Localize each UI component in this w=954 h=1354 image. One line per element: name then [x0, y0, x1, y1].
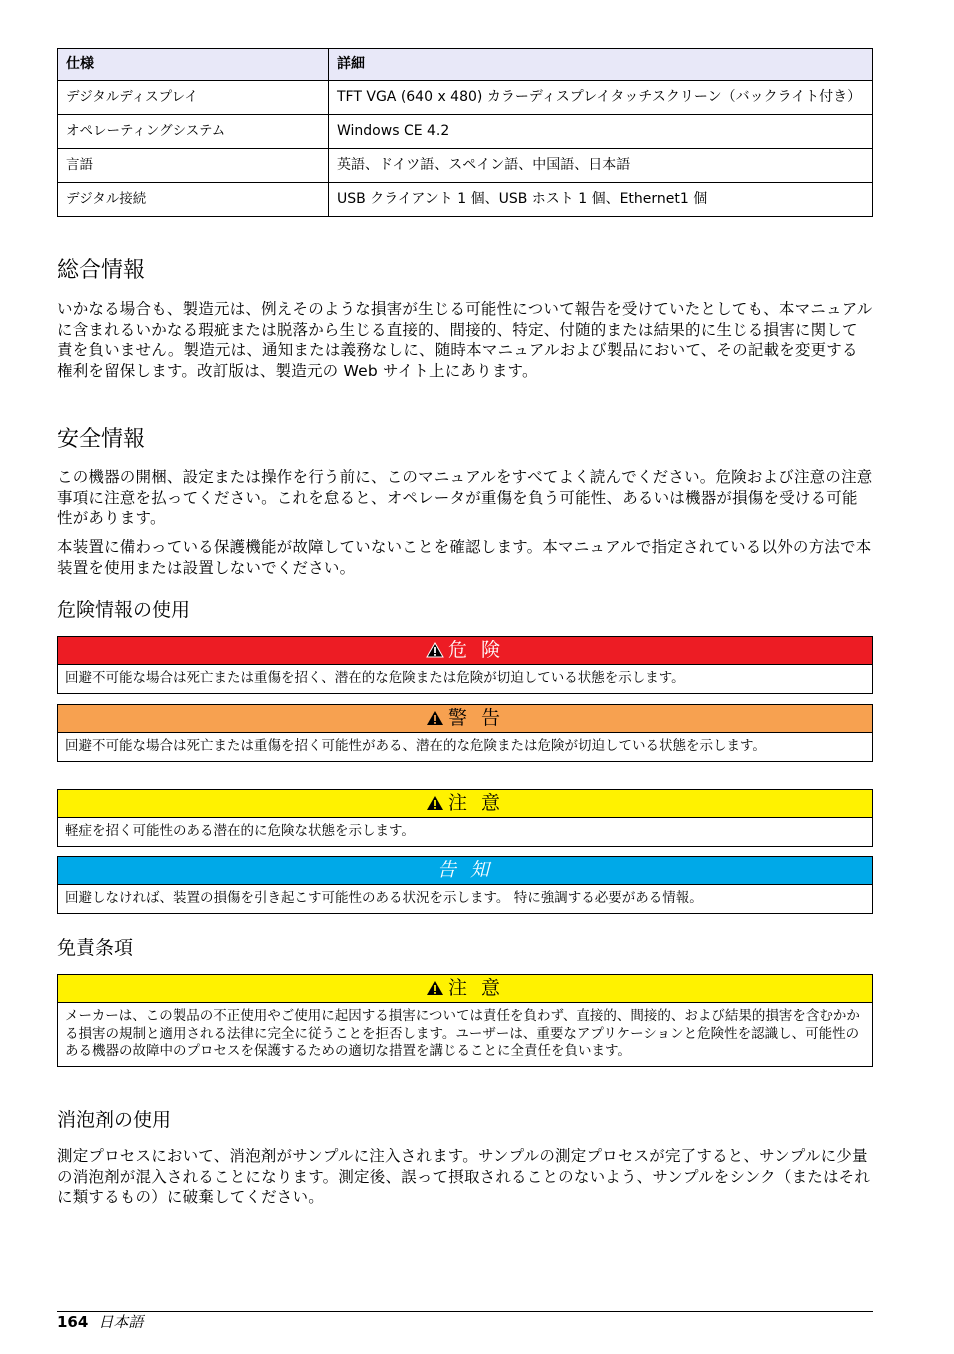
notice-header: [58, 857, 872, 885]
warning-triangle-icon: [426, 642, 444, 658]
notice-label: 告 知: [436, 859, 494, 881]
warning-box: [57, 704, 873, 762]
caution-text: 軽症を招く可能性のある潜在的に危険な状態を示します。: [65, 823, 415, 839]
danger-text: 回避不可能な場合は死亡または重傷を招く、潜在的な危険または危険が切迫している状態を示します。: [65, 670, 685, 686]
warning-triangle-icon: [426, 795, 444, 811]
defoamer-text: 測定プロセスにおいて、消泡剤がサンプルに注入されます。サンプルの測定プロセスが完了すると、サンプルに少量の消泡剤が混入されることになります。測定後、誤って摂取されることのないよう、サンプルをシンク（またはそれに類するもの）に破棄してください。: [57, 1147, 871, 1206]
page-footer: [57, 1313, 143, 1331]
section-title-disclaimer: 免責条項: [57, 937, 134, 959]
table-header-cell: 詳細: [329, 49, 873, 81]
danger-header: [58, 637, 872, 665]
warning-label: 警 告: [447, 707, 505, 729]
warning-header: [58, 705, 872, 733]
disclaimer-caution-box: [57, 974, 873, 1067]
table-row: [58, 149, 873, 183]
safety-info-text-1: この機器の開梱、設定または操作を行う前に、このマニュアルをすべてよく読んでください。危険および注意の注意事項に注意を払ってください。これを怠ると、オペレータが重傷を負う可能性、あるいは機器が損傷を受ける可能性があります。: [57, 468, 873, 527]
warning-triangle-icon: [426, 980, 444, 996]
table-cell: TFT VGA (640 x 480) カラーディスプレイタッチスクリーン（バックライト付き）: [329, 81, 873, 115]
section-title-safety-info: 安全情報: [57, 427, 146, 452]
table-cell: Windows CE 4.2: [329, 115, 873, 149]
table-cell: 英語、ドイツ語、スペイン語、中国語、日本語: [329, 149, 873, 183]
table-cell: USB クライアント 1 個、USB ホスト 1 個、Ethernet1 個: [329, 183, 873, 217]
notice-text: 回避しなければ、装置の損傷を引き起こす可能性のある状況を示します。 特に強調する必要がある情報。: [65, 890, 703, 906]
footer-language: 日本語: [98, 1313, 144, 1331]
disclaimer-caution-label: 注 意: [447, 977, 505, 999]
table-cell: デジタル接続: [58, 183, 329, 217]
disclaimer-text: メーカーは、この製品の不正使用やご使用に起因する損害については責任を負わず、直接的、間接的、および結果的損害を含むかかる損害の規制と適用される法律に完全に従うことを拒否します。ユーザーは、重要なアプリケーションと危険性を認識し、可能性のある機器の故障中のプロセスを保護するための適切な措置を講じることに全責任を負います。: [65, 1008, 860, 1059]
danger-box: [57, 636, 873, 694]
warning-triangle-icon: [426, 710, 444, 726]
table-header-cell: 仕様: [58, 49, 329, 81]
table-row: [58, 115, 873, 149]
table-header-row: [58, 49, 873, 81]
caution-header: [58, 790, 872, 818]
disclaimer-caution-header: [58, 975, 872, 1003]
footer-divider: [57, 1311, 873, 1312]
warning-text: 回避不可能な場合は死亡または重傷を招く可能性がある、潜在的な危険または危険が切迫している状態を示します。: [65, 738, 766, 754]
caution-label: 注 意: [447, 792, 505, 814]
caution-box: [57, 789, 873, 847]
table-cell: デジタルディスプレイ: [58, 81, 329, 115]
table-row: [58, 81, 873, 115]
section-title-hazard-usage: 危険情報の使用: [57, 599, 191, 621]
section-title-defoamer: 消泡剤の使用: [57, 1109, 172, 1131]
table-cell: 言語: [58, 149, 329, 183]
spec-table: [57, 48, 873, 217]
section-title-general-info: 総合情報: [57, 258, 146, 283]
safety-info-text-2: 本装置に備わっている保護機能が故障していないことを確認します。本マニュアルで指定されている以外の方法で本装置を使用または設置しないでください。: [57, 538, 872, 577]
page-number: 164: [57, 1313, 89, 1331]
danger-label: 危 険: [447, 639, 505, 661]
table-row: [58, 183, 873, 217]
general-info-text: いかなる場合も、製造元は、例えそのような損害が生じる可能性について報告を受けていたとしても、本マニュアルに含まれるいかなる瑕疵または脱落から生じる直接的、間接的、特定、付随的または結果的に生じる損害に関して責を負いません。製造元は、通知または義務なしに、随時本マニュアルおよび製品において、その記載を変更する権利を留保します。改訂版は、製造元の Web サイト上にあります。: [57, 300, 873, 380]
notice-box: [57, 856, 873, 914]
table-cell: オペレーティングシステム: [58, 115, 329, 149]
